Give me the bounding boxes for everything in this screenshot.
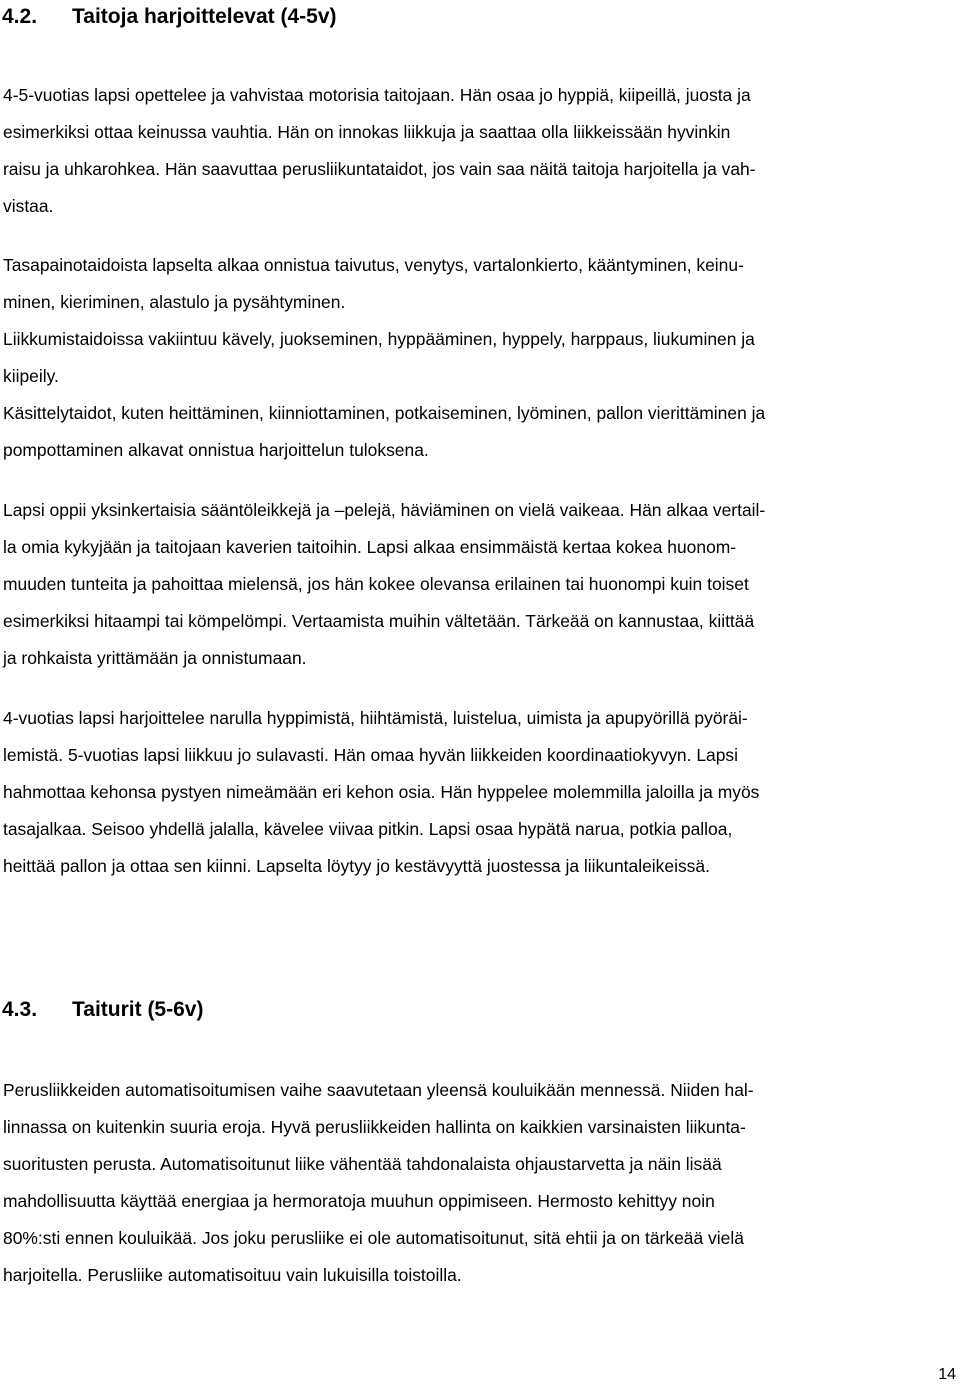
section-title: Taiturit (5-6v) — [72, 998, 204, 1021]
paragraph-line: tasajalkaa. Seisoo yhdellä jalalla, kävelee viivaa pitkin. Lapsi osaa hypätä narua, potkia palloa, — [3, 819, 733, 839]
page-number: 14 — [938, 1366, 956, 1383]
paragraph-line: Lapsi oppii yksinkertaisia sääntöleikkejä ja –pelejä, häviäminen on vielä vaikeaa. Hän alkaa vertail- — [3, 500, 766, 520]
paragraph-line: muuden tunteita ja pahoittaa mielensä, jos hän kokee olevansa erilainen tai huonompi kuin toiset — [3, 574, 749, 594]
paragraph-line: lemistä. 5-vuotias lapsi liikkuu jo sulavasti. Hän omaa hyvän liikkeiden koordinaatiokyvyn. Lapsi — [3, 745, 739, 765]
paragraph-line: heittää pallon ja ottaa sen kiinni. Lapselta löytyy jo kestävyyttä juostessa ja liikuntaleikeissä. — [3, 856, 710, 876]
paragraph-line: Perusliikkeiden automatisoitumisen vaihe saavutetaan yleensä kouluikään mennessä. Niiden hal- — [3, 1080, 754, 1100]
paragraph-line: Käsittelytaidot, kuten heittäminen, kiinniottaminen, potkaiseminen, lyöminen, pallon vierittäminen ja — [3, 403, 766, 423]
section-number: 4.2. — [2, 5, 38, 28]
paragraph-line: raisu ja uhkarohkea. Hän saavuttaa perusliikuntataidot, jos vain saa näitä taitoja harjoitella ja vah- — [3, 159, 756, 179]
paragraph-line: minen, kieriminen, alastulo ja pysähtyminen. — [3, 292, 346, 312]
paragraph-line: suoritusten perusta. Automatisoitunut liike vähentää tahdonalaista ohjaustarvetta ja näin lisää — [3, 1154, 722, 1174]
paragraph-line: 4-5-vuotias lapsi opettelee ja vahvistaa motorisia taitojaan. Hän osaa jo hyppiä, kiipeillä, juosta ja — [3, 85, 751, 105]
paragraph-line: 80%:sti ennen kouluikää. Jos joku perusliike ei ole automatisoitunut, sitä ehtii ja on tärkeää vielä — [3, 1228, 744, 1248]
paragraph-line: harjoitella. Perusliike automatisoituu vain lukuisilla toistoilla. — [3, 1265, 462, 1285]
paragraph-rule-games — [3, 492, 958, 677]
paragraph-line: pompottaminen alkavat onnistua harjoittelun tuloksena. — [3, 440, 429, 460]
paragraph-line: vistaa. — [3, 196, 54, 216]
paragraph-line: kiipeily. — [3, 366, 59, 386]
paragraph-motor-skills-intro — [3, 77, 958, 225]
paragraph-line: ja rohkaista yrittämään ja onnistumaan. — [3, 648, 307, 668]
paragraph-line: esimerkiksi hitaampi tai kömpelömpi. Vertaamista muihin vältetään. Tärkeää on kannustaa, kiittää — [3, 611, 755, 631]
paragraph-automatization — [3, 1072, 958, 1294]
paragraph-line: la omia kykyjään ja taitojaan kaverien taitoihin. Lapsi alkaa ensimmäistä kertaa kokea huonom- — [3, 537, 737, 557]
section-number: 4.3. — [2, 998, 38, 1021]
section-title: Taitoja harjoittelevat (4-5v) — [72, 5, 337, 28]
paragraph-age-4-5-skills — [3, 700, 958, 885]
paragraph-line: 4-vuotias lapsi harjoittelee narulla hyppimistä, hiihtämistä, luistelua, uimista ja apupyörillä pyöräi- — [3, 708, 748, 728]
paragraph-line: Liikkumistaidoissa vakiintuu kävely, juokseminen, hyppääminen, hyppely, harppaus, liukuminen ja — [3, 329, 755, 349]
paragraph-line: hahmottaa kehonsa pystyen nimeämään eri kehon osia. Hän hyppelee molemmilla jaloilla ja myös — [3, 782, 760, 802]
paragraph-line: esimerkiksi ottaa keinussa vauhtia. Hän on innokas liikkuja ja saattaa olla liikkeissään hyvinkin — [3, 122, 731, 142]
section-heading-4-2 — [2, 5, 337, 29]
paragraph-line: linnassa on kuitenkin suuria eroja. Hyvä perusliikkeiden hallinta on kaikkien varsinaisten liikunta- — [3, 1117, 746, 1137]
paragraph-line: mahdollisuutta käyttää energiaa ja hermoratoja muuhun oppimiseen. Hermosto kehittyy noin — [3, 1191, 715, 1211]
paragraph-line: Tasapainotaidoista lapselta alkaa onnistua taivutus, venytys, vartalonkierto, kääntyminen, keinu- — [3, 255, 744, 275]
paragraph-skill-categories — [3, 247, 958, 469]
section-heading-4-3 — [2, 998, 203, 1022]
